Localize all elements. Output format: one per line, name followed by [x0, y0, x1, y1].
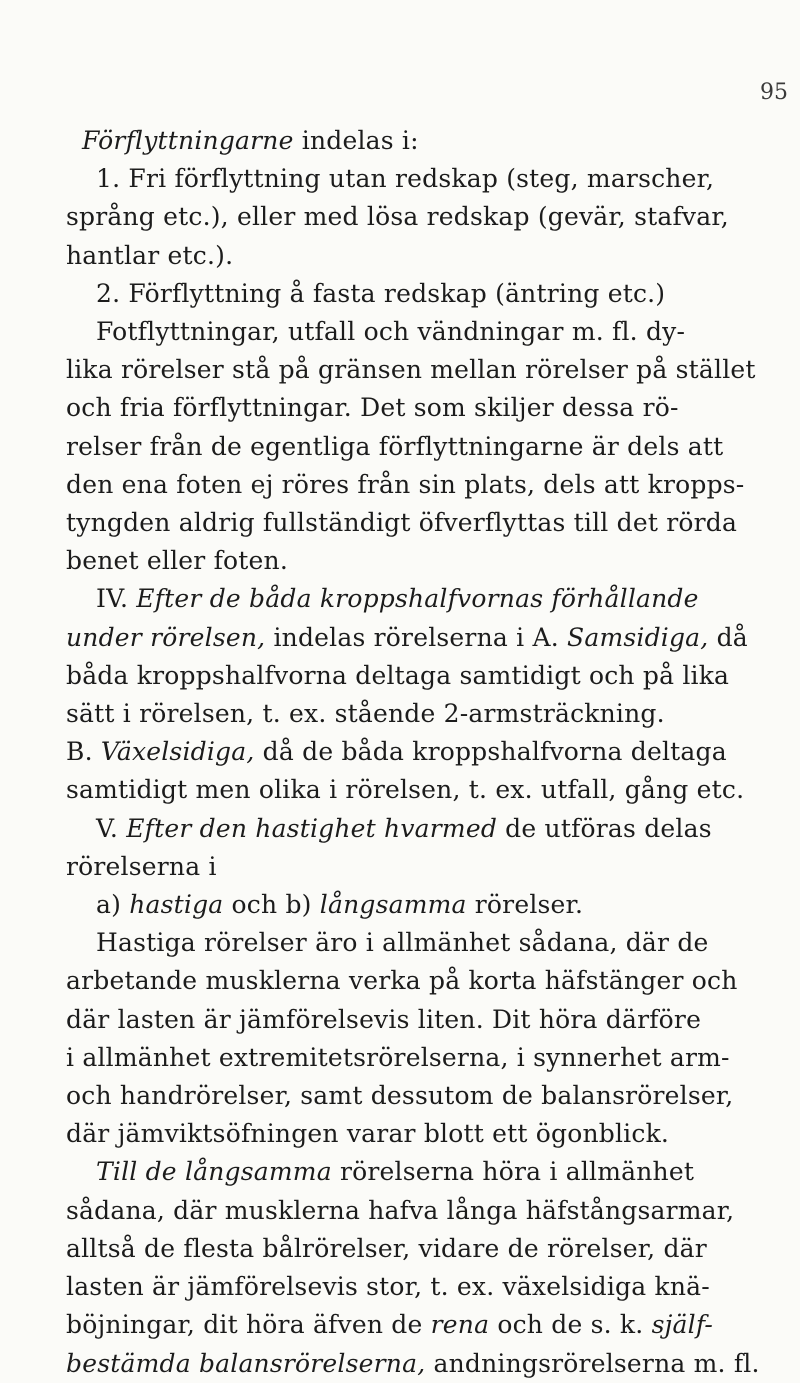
text-line: lika rörelser stå på gränsen mellan rörelser på stället: [66, 355, 756, 385]
text-line: sådana, där musklerna hafva långa häfstångsarmar,: [66, 1195, 735, 1225]
text-line: bestämda balansrörelserna, andningsrörelserna m. fl.: [66, 1348, 760, 1378]
text-line: lasten är jämförelsevis stor, t. ex. växelsidiga knä-: [66, 1272, 710, 1302]
text-line: Hastiga rörelser äro i allmänhet sådana, där de: [96, 928, 709, 958]
text-line: rörelserna i: [66, 851, 217, 881]
text-line: relser från de egentliga förflyttningarne är dels att: [66, 431, 724, 461]
text-line: V. Efter den hastighet hvarmed de utföras delas: [96, 813, 712, 843]
text-line: IV. Efter de båda kroppshalfvornas förhållande: [96, 584, 699, 614]
body-text: [66, 122, 766, 1383]
text-line: sätt i rörelsen, t. ex. stående 2-armsträckning.: [66, 699, 665, 729]
text-line: B. Växelsidiga, då de båda kroppshalfvorna deltaga: [66, 737, 727, 767]
text-line: där jämviktsöfningen varar blott ett ögonblick.: [66, 1119, 670, 1149]
text-line: 2. Förflyttning å fasta redskap (äntring etc.): [96, 278, 666, 308]
text-line: böjningar, dit höra äfven de rena och de s. k. själf-: [66, 1310, 714, 1340]
text-line: den ena foten ej röres från sin plats, dels att kropps-: [66, 469, 745, 499]
text-line: språng etc.), eller med lösa redskap (gevär, stafvar,: [66, 202, 729, 232]
text-line: och fria förflyttningar. Det som skiljer dessa rö-: [66, 393, 679, 423]
text-line: tyngden aldrig fullständigt öfverflyttas till det rörda: [66, 508, 738, 538]
text-line: hantlar etc.).: [66, 240, 234, 270]
text-line: 1. Fri förflyttning utan redskap (steg, marscher,: [96, 164, 715, 194]
text-line: a) hastiga och b) långsamma rörelser.: [96, 890, 584, 920]
text-line: Fotflyttningar, utfall och vändningar m. fl. dy-: [96, 317, 686, 347]
text-line: benet eller foten.: [66, 546, 288, 576]
text-line: båda kroppshalfvorna deltaga samtidigt och på lika: [66, 660, 730, 690]
text-line: arbetande musklerna verka på korta häfstänger och: [66, 966, 738, 996]
text-line: där lasten är jämförelsevis liten. Dit höra därföre: [66, 1004, 702, 1034]
text-line: under rörelsen, indelas rörelserna i A. Samsidiga, då: [66, 622, 748, 652]
text-line: Till de långsamma rörelserna höra i allmänhet: [96, 1157, 695, 1187]
text-line: samtidigt men olika i rörelsen, t. ex. utfall, gång etc.: [66, 775, 745, 805]
page-number: 95: [760, 80, 788, 105]
text-line: Förflyttningarne indelas i:: [82, 126, 419, 155]
text-line: och handrörelser, samt dessutom de balansrörelser,: [66, 1081, 734, 1111]
text-line: alltså de flesta bålrörelser, vidare de rörelser, där: [66, 1233, 707, 1263]
text-line: i allmänhet extremitetsrörelserna, i synnerhet arm-: [66, 1042, 730, 1072]
